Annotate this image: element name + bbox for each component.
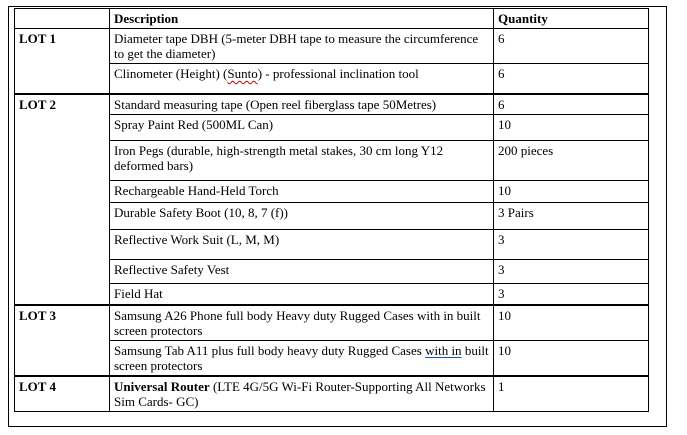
item-quantity: 10 bbox=[494, 305, 649, 341]
header-quantity: Quantity bbox=[494, 9, 649, 29]
item-description: Iron Pegs (durable, high-strength metal stakes, 30 cm long Y12 deformed bars) bbox=[110, 140, 494, 180]
item-quantity: 6 bbox=[494, 94, 649, 115]
item-description: Samsung A26 Phone full body Heavy duty Rugged Cases with in built screen protectors bbox=[110, 305, 494, 341]
item-quantity: 3 bbox=[494, 283, 649, 305]
table-row bbox=[15, 259, 649, 283]
table-row bbox=[15, 229, 649, 259]
spellcheck-flagged-word: Sunto bbox=[227, 66, 258, 81]
lot-label: LOT 3 bbox=[15, 305, 110, 376]
description-text: built screen protectors bbox=[114, 343, 489, 373]
table-row bbox=[15, 180, 649, 202]
item-quantity: 6 bbox=[494, 64, 649, 94]
description-text: Clinometer (Height) ( bbox=[114, 66, 228, 81]
item-quantity: 3 bbox=[494, 229, 649, 259]
item-description: Spray Paint Red (500ML Can) bbox=[110, 114, 494, 140]
table-row bbox=[15, 202, 649, 229]
item-description: Reflective Safety Vest bbox=[110, 259, 494, 283]
header-row bbox=[15, 9, 649, 29]
header-lot bbox=[15, 9, 110, 29]
item-description bbox=[110, 376, 494, 412]
item-quantity: 200 pieces bbox=[494, 140, 649, 180]
item-description: Rechargeable Hand-Held Torch bbox=[110, 180, 494, 202]
item-quantity: 10 bbox=[494, 114, 649, 140]
procurement-table bbox=[14, 8, 649, 412]
item-quantity: 3 bbox=[494, 259, 649, 283]
item-description: Reflective Work Suit (L, M, M) bbox=[110, 229, 494, 259]
item-description: Standard measuring tape (Open reel fiberglass tape 50Metres) bbox=[110, 94, 494, 115]
table-row bbox=[15, 305, 649, 341]
description-text: (LTE 4G/5G Wi-Fi Router-Supporting All Networks Sim Cards- GC) bbox=[114, 379, 486, 409]
table-row bbox=[15, 283, 649, 305]
item-quantity: 10 bbox=[494, 180, 649, 202]
item-quantity: 3 Pairs bbox=[494, 202, 649, 229]
table-row bbox=[15, 114, 649, 140]
lot-label: LOT 2 bbox=[15, 94, 110, 306]
table-row bbox=[15, 341, 649, 377]
product-name: Universal Router bbox=[114, 379, 210, 394]
item-description bbox=[110, 341, 494, 377]
item-description: Field Hat bbox=[110, 283, 494, 305]
underlined-phrase: with in bbox=[425, 343, 462, 358]
table-row bbox=[15, 64, 649, 94]
table-row bbox=[15, 29, 649, 64]
item-quantity: 10 bbox=[494, 341, 649, 377]
item-description bbox=[110, 64, 494, 94]
lot-label: LOT 4 bbox=[15, 376, 110, 412]
description-text: Samsung Tab A11 plus full body heavy duty Rugged Cases bbox=[114, 343, 426, 358]
header-description: Description bbox=[110, 9, 494, 29]
description-text: ) - professional inclination tool bbox=[257, 66, 419, 81]
lot-label: LOT 1 bbox=[15, 29, 110, 94]
table-row bbox=[15, 94, 649, 115]
item-quantity: 1 bbox=[494, 376, 649, 412]
item-description: Durable Safety Boot (10, 8, 7 (f)) bbox=[110, 202, 494, 229]
table-row bbox=[15, 140, 649, 180]
item-description: Diameter tape DBH (5-meter DBH tape to measure the circumference to get the diameter) bbox=[110, 29, 494, 64]
table-row bbox=[15, 376, 649, 412]
item-quantity: 6 bbox=[494, 29, 649, 64]
